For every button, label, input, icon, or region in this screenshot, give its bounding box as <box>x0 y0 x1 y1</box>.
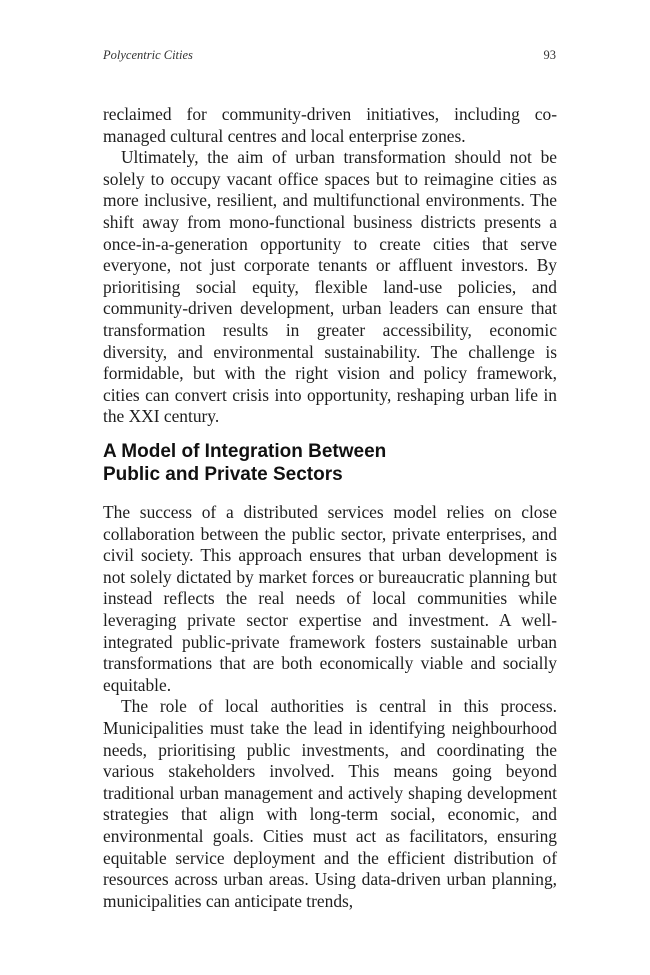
page-number: 93 <box>543 48 556 62</box>
body-text-upper <box>103 104 557 428</box>
body-text-lower <box>103 502 557 912</box>
paragraph: The success of a distributed services model relies on close collaboration between the public sector, private enterprises, and civil society. This approach ensures that urban development is not solely dictated by market forces or bureaucratic planning but instead reflects the real needs of local communities while leveraging private sector expertise and investment. A well-integrated public-private framework fosters sustainable urban transformations that are both economically viable and socially equitable. <box>103 502 557 695</box>
section-heading-line: A Model of Integration Between <box>103 441 387 462</box>
section-heading <box>103 440 557 486</box>
running-header <box>103 48 556 66</box>
paragraph: Ultimately, the aim of urban transformation should not be solely to occupy vacant office spaces but to reimagine cities as more inclusive, resilient, and multifunctional environments. The shift away from mono-functional business districts presents a once-in-a-generation opportunity to create cities that serve everyone, not just corporate tenants or affluent investors. By prioritising social equity, flexible land-use policies, and community-driven development, urban leaders can ensure that transformation results in greater accessibility, economic diversity, and environmental sustainability. The challenge is formidable, but with the right vision and policy framework, cities can convert crisis into opportunity, reshaping urban life in the XXI century. <box>103 147 557 427</box>
paragraph: reclaimed for community-driven initiatives, including co-managed cultural centres and local enterprise zones. <box>103 104 557 146</box>
running-head-title: Polycentric Cities <box>103 48 193 62</box>
paragraph: The role of local authorities is central in this process. Municipalities must take the lead in identifying neighbourhood needs, prioritising public investments, and coordinating the various stakeholders involved. This means going beyond traditional urban management and actively shaping development strategies that align with long-term social, economic, and environmental goals. Cities must act as facilitators, ensuring equitable service deployment and the efficient distribution of resources across urban areas. Using data-driven urban planning, municipalities can anticipate trends, <box>103 696 557 911</box>
section-heading-line: Public and Private Sectors <box>103 464 343 485</box>
